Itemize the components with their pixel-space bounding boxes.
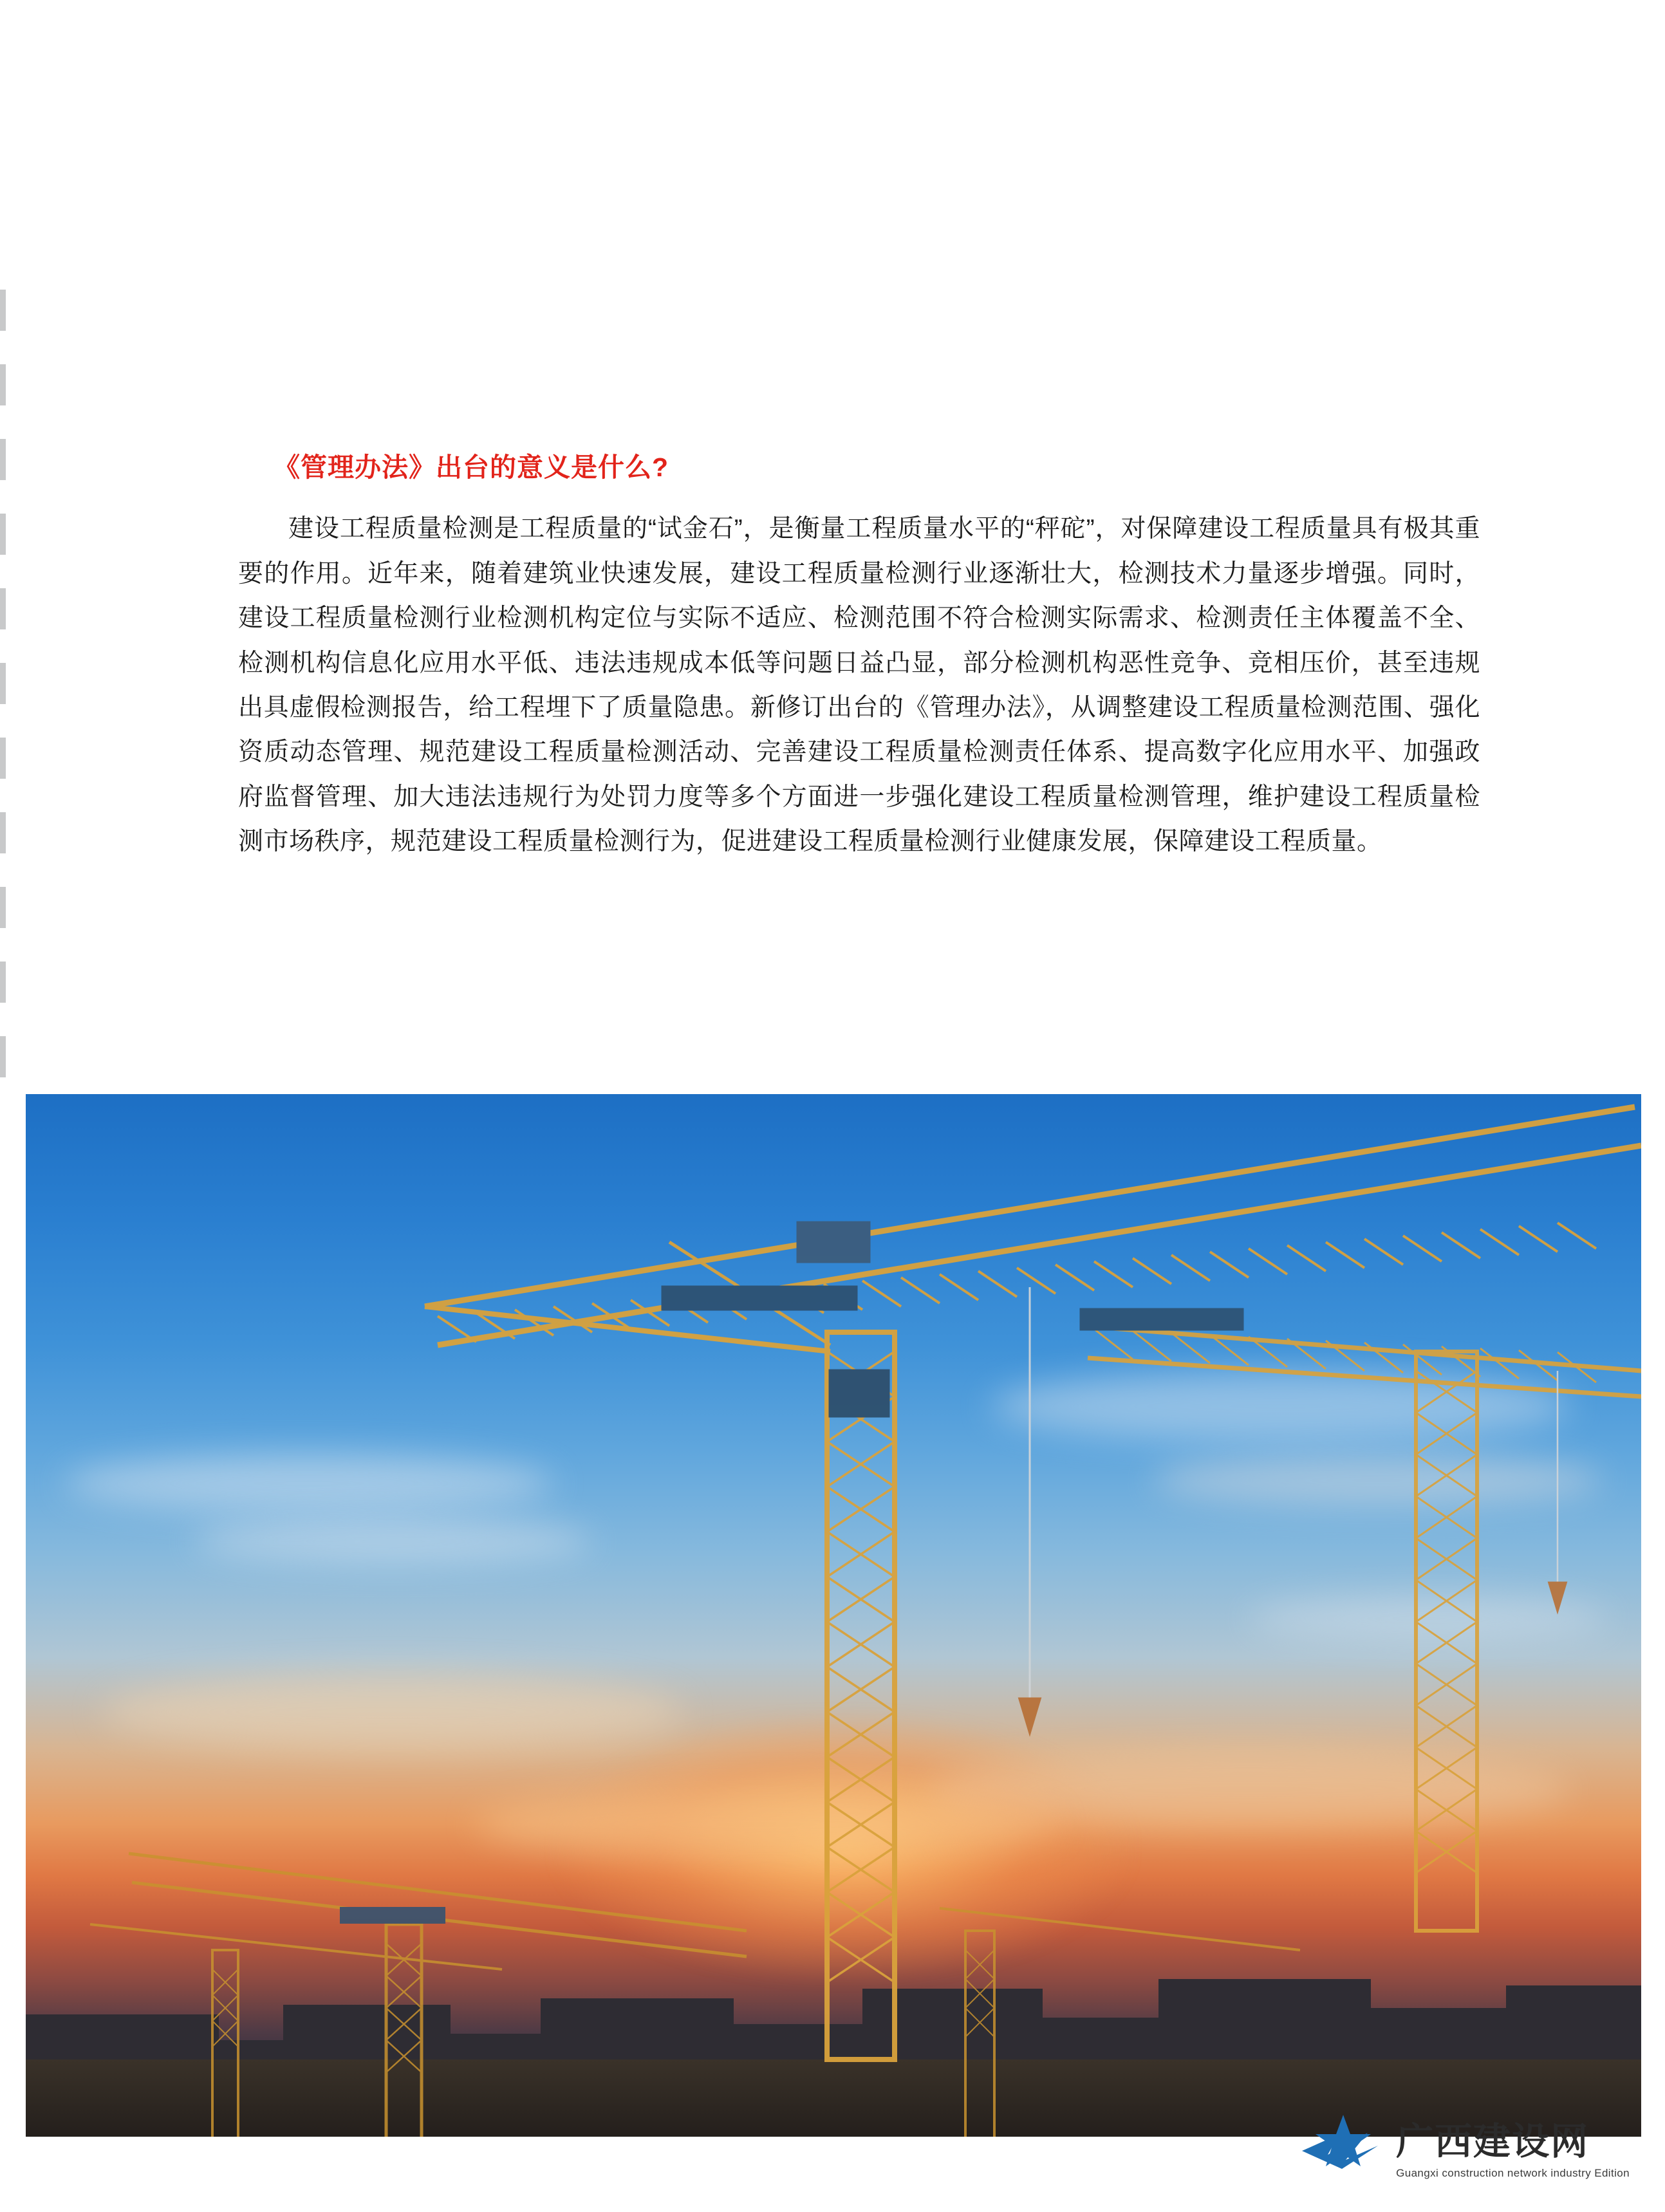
edge-mark [0, 439, 6, 480]
edge-mark [0, 364, 6, 405]
edge-mark [0, 738, 6, 779]
edge-mark [0, 588, 6, 629]
edge-mark [0, 887, 6, 928]
logo-text [1396, 2123, 1630, 2180]
edge-mark [0, 514, 6, 555]
edge-mark [0, 663, 6, 704]
edge-mark [0, 812, 6, 853]
construction-site-photo [26, 1094, 1641, 2137]
article-heading: 《管理办法》出台的意义是什么? [274, 452, 669, 482]
edge-mark [0, 290, 6, 331]
article [238, 451, 1480, 864]
edge-mark [0, 962, 6, 1003]
tower-cranes-illustration [26, 1094, 1641, 2137]
logo [1301, 2112, 1630, 2180]
logo-name-cn: 广西建设网 [1396, 2121, 1590, 2163]
article-body: 建设工程质量检测是工程质量的“试金石”，是衡量工程质量水平的“秤砣”，对保障建设工程质量具有极其重要的作用。近年来，随着建筑业快速发展，建设工程质量检测行业逐渐壮大，检测技术力量逐步增强。同时，建设工程质量检测行业检测机构定位与实际不适应、检测范围不符合检测实际需求、检测责任主体覆盖不全、检测机构信息化应用水平低、违法违规成本低等问题日益凸显，部分检测机构恶性竞争、竞相压价，甚至违规出具虚假检测报告，给工程埋下了质量隐患。新修订出台的《管理办法》，从调整建设工程质量检测范围、强化资质动态管理、规范建设工程质量检测活动、完善建设工程质量检测责任体系、提高数字化应用水平、加强政府监督管理、加大违法违规行为处罚力度等多个方面进一步强化建设工程质量检测管理，维护建设工程质量检测市场秩序，规范建设工程质量检测行为，促进建设工程质量检测行业健康发展，保障建设工程质量。 [238, 515, 1480, 856]
edge-mark [0, 1036, 6, 1077]
logo-name-en: Guangxi construction network industry Edition [1396, 2167, 1630, 2179]
edge-registration-marks [0, 290, 6, 1094]
star-arrow-icon [1301, 2112, 1384, 2180]
